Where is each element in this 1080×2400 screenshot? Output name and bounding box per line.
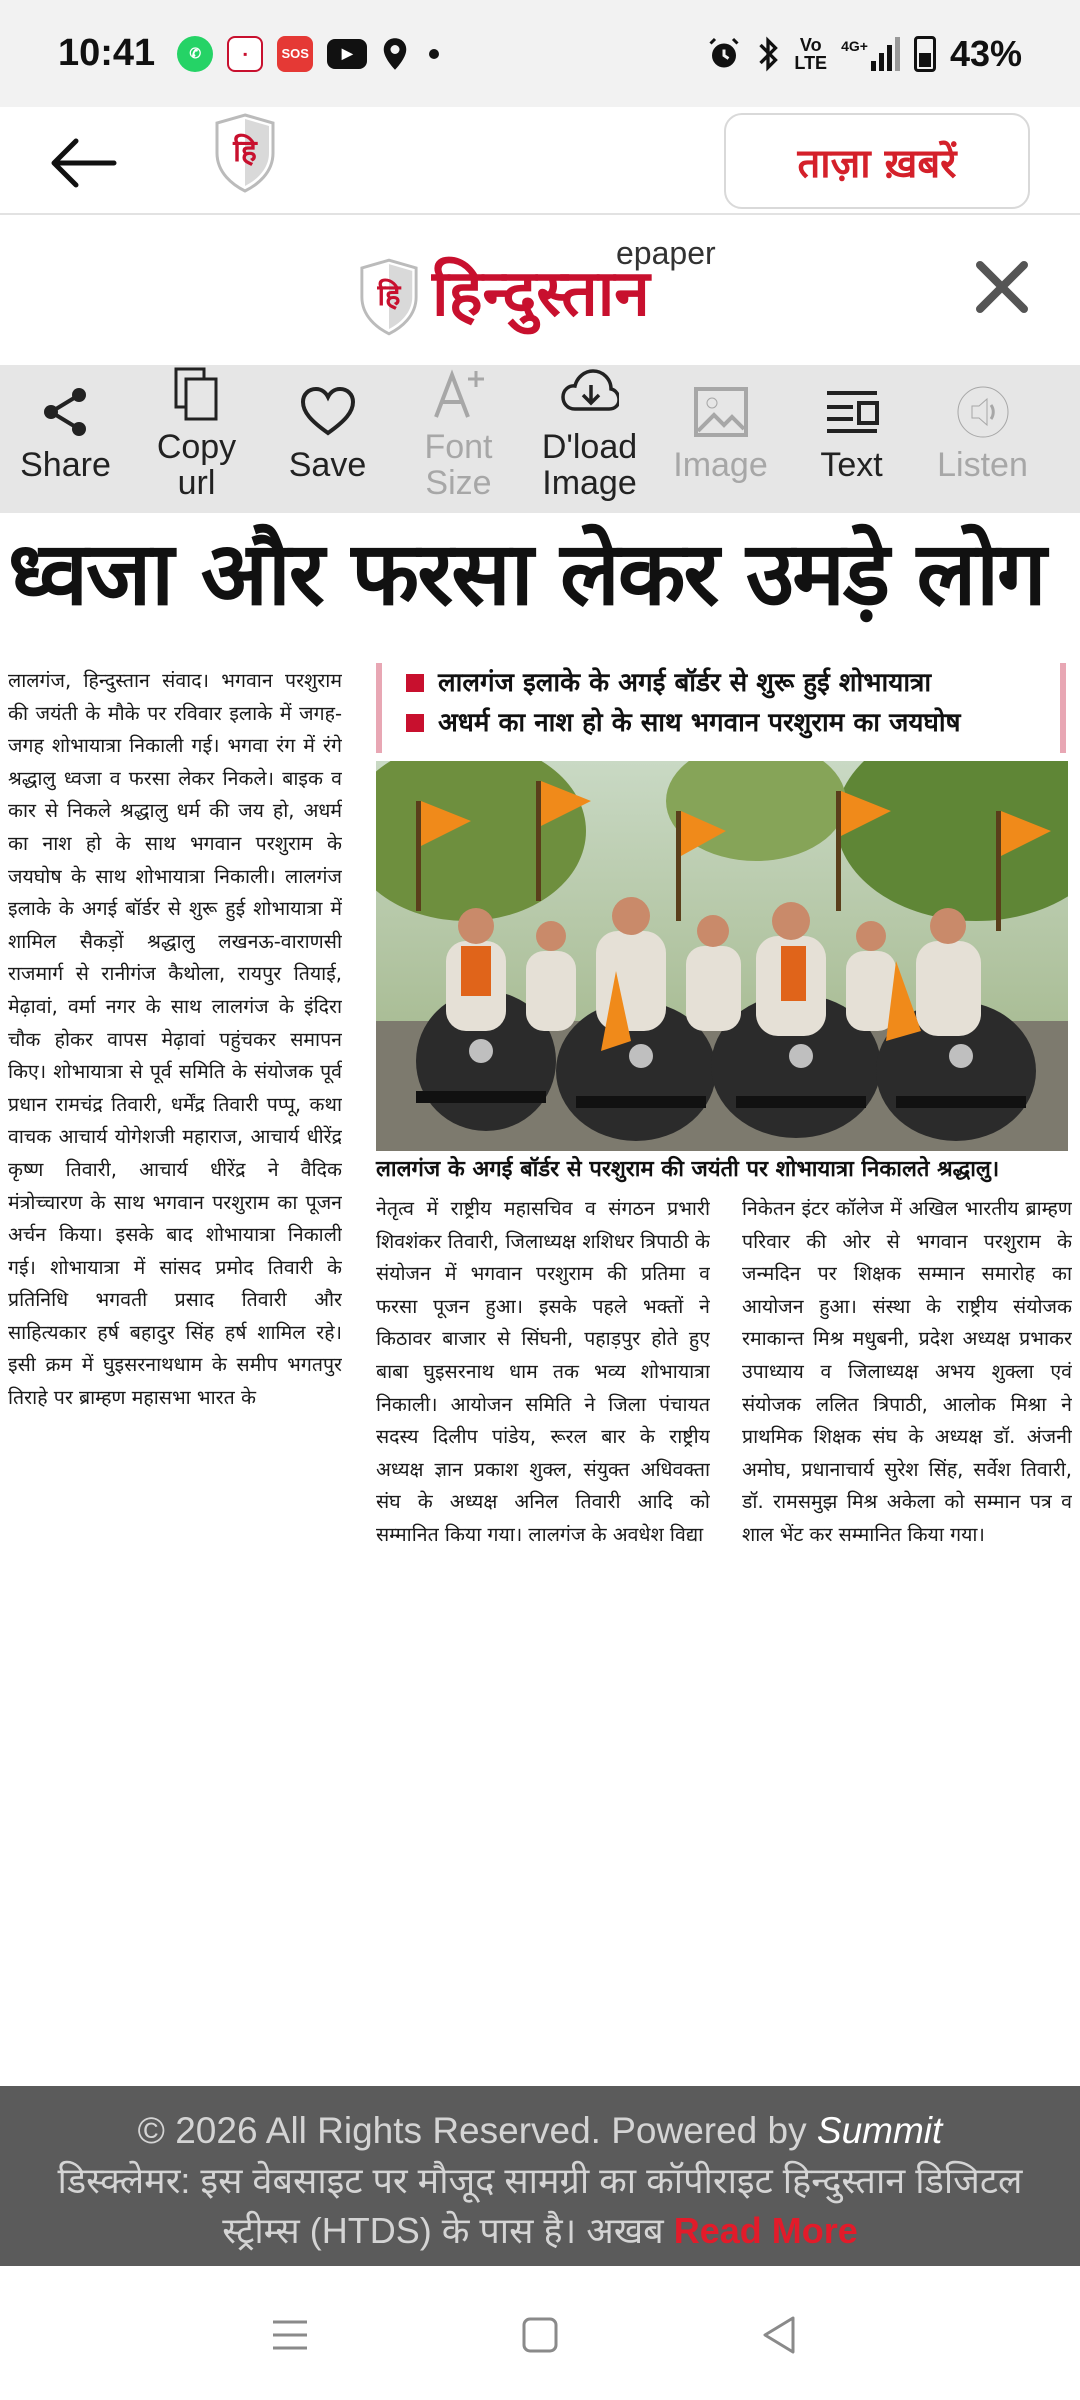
listen-label: Listen <box>937 446 1028 484</box>
disclaimer <box>0 2156 1080 2256</box>
copy-url-button[interactable] <box>131 365 262 513</box>
signal-icon <box>841 37 900 71</box>
disclaimer-text: डिस्क्लेमर: इस वेबसाइट पर मौजूद सामग्री का कॉपीराइट हिन्दुस्तान डिजिटल स्ट्रीम्स (HTDS) के पास है। अखब <box>57 2160 1023 2251</box>
battery-percent: 43% <box>949 32 1022 74</box>
text-icon <box>823 385 881 439</box>
latest-news-button[interactable]: ताज़ा ख़बरें <box>724 113 1030 209</box>
font-size-label-1: Font <box>424 428 493 466</box>
epaper-logo-letter: हि <box>377 277 401 312</box>
epaper-label: epaper <box>616 235 716 271</box>
download-label-2: Image <box>542 464 637 502</box>
system-status <box>706 33 1022 75</box>
image-icon <box>692 385 750 439</box>
back-arrow-icon[interactable] <box>48 135 118 191</box>
article-column-3: निकेतन इंटर कॉलेज में अखिल भारतीय ब्राम्हण परिवार की ओर से भगवान परशुराम के जन्मदिन पर शिक्षक सम्मान समारोह का आयोजन हुआ। संस्था के राष्ट्रीय संयोजक रमाकान्त मिश्र मधुबनी, प्रदेश अध्यक्ष प्रभाकर उपाध्याय व जिलाध्यक्ष अभय शुक्ला एवं संयोजक ललित त्रिपाठी, आलोक मिश्रा ने प्राथमिक शिक्षक संघ के अध्यक्ष डॉ. अंजनी अमोघ, प्रधानाचार्य सुरेश सिंह, सर्वेश तिवारी, डॉ. रामसमुझ मिश्र अकेला को सम्मान पत्र व शाल भेंट कर सम्मानित किया गया। <box>742 1197 1072 1546</box>
text-button[interactable] <box>786 365 917 513</box>
close-icon[interactable] <box>970 255 1034 319</box>
youtube-icon: ▶ <box>327 39 367 69</box>
network-type: 4G+ <box>841 37 868 54</box>
battery-icon <box>914 36 936 72</box>
copyright-text: © 2026 All Rights Reserved. Powered by <box>137 2110 807 2151</box>
procession-photo <box>376 761 1068 1151</box>
image-label: Image <box>673 446 768 484</box>
whatsapp-icon: ✆ <box>177 36 213 72</box>
volte-line1: Vo <box>799 34 822 55</box>
photo-caption: लालगंज के अगई बॉर्डर से परशुराम की जयंती पर शोभायात्रा निकालते श्रद्धालु। <box>376 1157 1000 1182</box>
font-size-button[interactable] <box>393 365 524 513</box>
download-image-button[interactable] <box>524 365 655 513</box>
share-label: Share <box>20 446 111 484</box>
font-size-icon <box>430 367 488 421</box>
hindustan-logo[interactable] <box>213 113 277 193</box>
epaper-brand: हिन्दुस्तान <box>432 256 650 331</box>
bluetooth-icon <box>756 36 780 72</box>
article-column-1: लालगंज, हिन्दुस्तान संवाद। भगवान परशुराम की जयंती के मौके पर रविवार इलाके में जगह-जगह शोभायात्रा निकाली गई। भगवा रंग में रंगे श्रद्धालु ध्वजा व फरसा लेकर निकले। बाइक व कार से निकले श्रद्धालु धर्म की जय हो, अधर्म का नाश हो के साथ भगवान परशुराम के जयघोष के साथ शोभायात्रा निकाली। लालगंज इलाके के अगई बॉर्डर से शुरू हुई शोभायात्रा में शामिल सैकड़ों श्रद्धालु लखनऊ-वाराणसी राजमार्ग से रानीगंज कैथोला, रायपुर तियाई, मेढ़ावां, वर्मा नगर के साथ लालगंज के इंदिरा चौक होकर वापस मेढ़ावां पहुंचकर समापन किए। शोभायात्रा से पूर्व समिति के संयोजक पूर्व प्रधान रामचंद्र तिवारी, धर्मेंद्र तिवारी पप्पू, कथा वाचक आचार्य योगेशजी महाराज, आचार्य धीरेंद्र कृष्ण तिवारी, आचार्य धीरेंद्र ने वैदिक मंत्रोच्चारण के साथ भगवान परशुराम का पूजन अर्चन किया। इसके बाद शोभायात्रा निकाली गई। शोभायात्रा में सांसद प्रमोद तिवारी के प्रतिनिधि भगवती प्रसाद तिवारी और साहित्यकार हर्ष बहादुर सिंह हर्ष शामिल रहे। इसी क्रम में घुइसरनाथधाम के समीप भगतपुर तिराहे पर ब्राम्हण महासभा भारत के <box>8 669 342 1410</box>
clock: 10:41 <box>58 32 156 74</box>
copy-url-label-2: url <box>177 464 216 502</box>
copyright-line <box>0 2086 1080 2156</box>
recent-apps-icon[interactable] <box>265 2310 315 2360</box>
read-more-link[interactable]: Read More <box>673 2210 858 2251</box>
article-toolbar <box>0 365 1080 513</box>
cloud-download-icon <box>561 367 619 421</box>
article-photo <box>376 761 1068 1151</box>
article-column-2: नेतृत्व में राष्ट्रीय महासचिव व संगठन प्रभारी शिवशंकर तिवारी, जिलाध्यक्ष शशिधर त्रिपाठी के संयोजन में भगवान परशुराम की प्रतिमा व फरसा पूजन हुआ। इसके पहले भक्तों ने किठावर बाजार से सिंघनी, पहाड़पुर होते हुए बाबा घुइसरनाथ धाम तक भव्य शोभायात्रा निकाली। आयोजन समिति ने जिला पंचायत सदस्य दिलीप पांडेय, रूरल बार के राष्ट्रीय अध्यक्ष ज्ञान प्रकाश शुक्ल, संयुक्त अधिवक्ता संघ के अध्यक्ष अनिल तिवारी आदि को सम्मानित किया गया। लालगंज के अवधेश विद्या <box>376 1197 710 1546</box>
text-label: Text <box>820 446 883 484</box>
site-footer <box>0 2086 1080 2266</box>
save-label: Save <box>288 446 367 484</box>
heart-icon <box>299 385 357 439</box>
subhead-text: अधर्म का नाश हो के साथ भगवान परशुराम का जयघोष <box>438 708 961 738</box>
copy-url-label-1: Copy <box>156 428 237 466</box>
article-subheads <box>376 663 1066 753</box>
sos-icon: SOS <box>277 36 313 72</box>
news-app-icon: ▪ <box>227 36 263 72</box>
epaper-logo <box>358 257 420 337</box>
epaper-article[interactable] <box>0 513 1080 1648</box>
system-nav-bar <box>0 2266 1080 2400</box>
share-button[interactable] <box>0 365 131 513</box>
status-bar <box>0 0 1080 107</box>
powered-by-link[interactable]: Summit <box>816 2110 943 2151</box>
speaker-icon <box>954 385 1012 439</box>
home-icon[interactable] <box>515 2310 565 2360</box>
download-label-1: D'load <box>541 428 638 466</box>
epaper-header <box>0 217 1080 365</box>
subhead-item <box>406 703 1060 743</box>
subhead-item <box>406 663 1060 703</box>
app-bar <box>0 107 1080 215</box>
back-nav-icon[interactable] <box>755 2310 805 2360</box>
subhead-text: लालगंज इलाके के अगई बॉर्डर से शुरू हुई शोभायात्रा <box>438 668 932 698</box>
volte-line2: LTE <box>794 52 828 73</box>
copy-icon <box>168 367 226 421</box>
volte-indicator <box>794 36 827 72</box>
font-size-label-2: Size <box>425 464 492 502</box>
article-headline: ध्वजा और फरसा लेकर उमड़े लोग <box>8 522 1045 625</box>
listen-button[interactable] <box>917 365 1048 513</box>
logo-letter: हि <box>233 134 257 169</box>
alarm-icon <box>706 36 742 72</box>
image-button[interactable] <box>655 365 786 513</box>
share-icon <box>37 385 95 439</box>
more-dot-icon <box>429 49 439 59</box>
location-icon <box>381 36 409 72</box>
notification-icons <box>177 36 439 72</box>
save-button[interactable] <box>262 365 393 513</box>
